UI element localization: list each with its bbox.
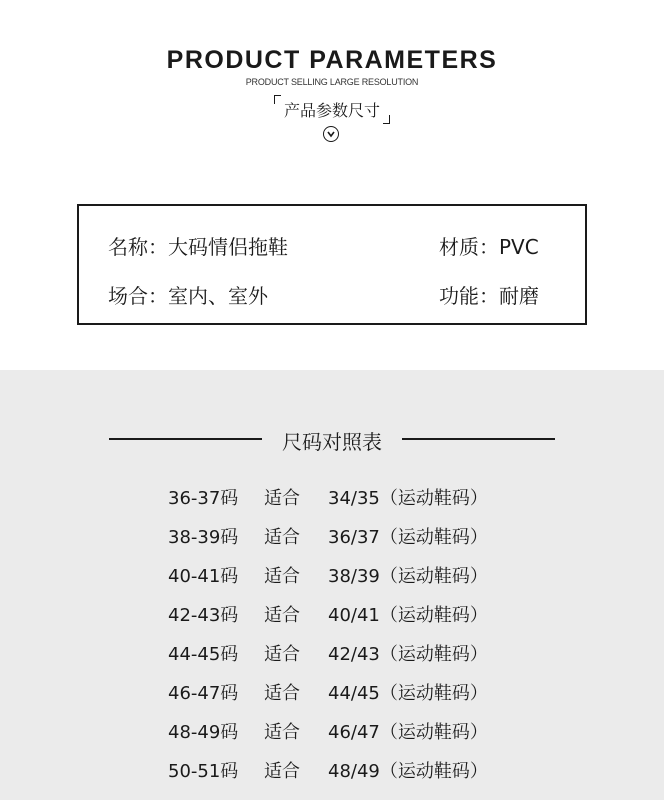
chevron-down-circle-icon (323, 126, 339, 142)
size-chart-row (0, 757, 664, 796)
param-function: 功能：耐磨 (439, 284, 539, 308)
fit-label: 适合 (264, 488, 300, 509)
bracket-corner-bottom-right (383, 115, 390, 124)
fit-label: 适合 (264, 566, 300, 587)
sneaker-size-ref: 42/43（运动鞋码） (328, 644, 488, 665)
fit-label: 适合 (264, 527, 300, 548)
size-value: 50-51码 (168, 761, 239, 782)
fit-label: 适合 (264, 761, 300, 782)
fit-label: 适合 (264, 605, 300, 626)
page-title: PRODUCT PARAMETERS (166, 46, 498, 74)
sneaker-size-ref: 34/35（运动鞋码） (328, 488, 488, 509)
size-chart-title: 尺码对照表 (282, 430, 382, 454)
sneaker-size-ref: 38/39（运动鞋码） (328, 566, 488, 587)
size-chart-row (0, 679, 664, 718)
chevron-down-icon (326, 129, 336, 139)
section-divider-right (402, 438, 555, 440)
size-chart-row (0, 523, 664, 562)
size-value: 40-41码 (168, 566, 239, 587)
page-subtitle: PRODUCT SELLING LARGE RESOLUTION (245, 77, 419, 87)
param-name: 名称：大码情侣拖鞋 (108, 235, 288, 259)
size-chart-row (0, 640, 664, 679)
size-chart-row (0, 601, 664, 640)
size-chart-row (0, 562, 664, 601)
sneaker-size-ref: 44/45（运动鞋码） (328, 683, 488, 704)
sneaker-size-ref: 36/37（运动鞋码） (328, 527, 488, 548)
size-value: 44-45码 (168, 644, 239, 665)
size-value: 46-47码 (168, 683, 239, 704)
parameters-box (77, 204, 587, 325)
size-value: 38-39码 (168, 527, 239, 548)
size-chart-row (0, 718, 664, 757)
cn-heading-wrap (0, 95, 664, 124)
size-value: 42-43码 (168, 605, 239, 626)
cn-heading-text: 产品参数尺寸 (283, 101, 380, 120)
fit-label: 适合 (264, 644, 300, 665)
bracket-corner-top-left (274, 95, 281, 104)
param-occasion: 场合：室内、室外 (108, 284, 268, 308)
sneaker-size-ref: 40/41（运动鞋码） (328, 605, 488, 626)
fit-label: 适合 (264, 722, 300, 743)
size-value: 36-37码 (168, 488, 239, 509)
fit-label: 适合 (264, 683, 300, 704)
size-value: 48-49码 (168, 722, 239, 743)
sneaker-size-ref: 46/47（运动鞋码） (328, 722, 488, 743)
sneaker-size-ref: 48/49（运动鞋码） (328, 761, 488, 782)
param-material: 材质：PVC (439, 235, 539, 259)
size-chart-row (0, 484, 664, 523)
cn-heading (274, 95, 390, 124)
